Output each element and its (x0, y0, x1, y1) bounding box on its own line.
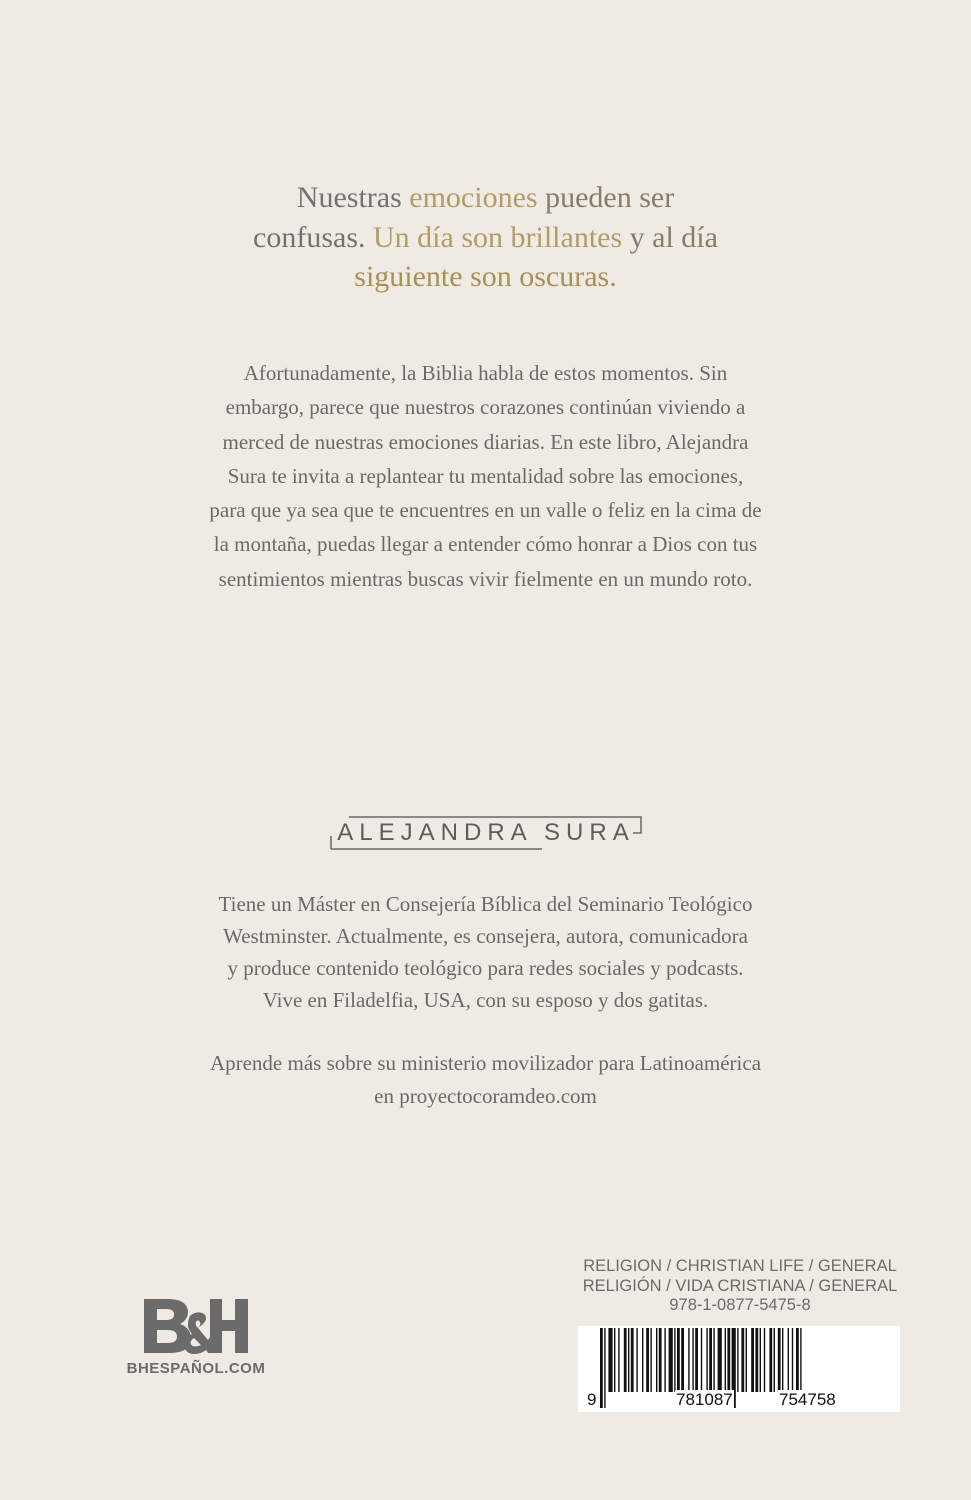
barcode-bar (688, 1328, 689, 1392)
barcode-bar (674, 1328, 675, 1392)
barcode-bar (746, 1328, 747, 1392)
blurb-line: para que ya sea que te encuentres en un valle o feliz en la cima de (209, 498, 762, 523)
barcode-bar (788, 1328, 789, 1392)
blurb-line: sentimientos mientras buscas vivir fielmente en un mundo roto. (218, 566, 753, 591)
tagline-segment: y al día (629, 220, 718, 254)
barcode-bar (782, 1328, 783, 1392)
isbn-barcode (578, 1326, 900, 1412)
author-name-heading (330, 815, 642, 851)
learn_more-line: Aprende más sobre su ministerio movilizador para Latinoamérica (209, 1051, 762, 1075)
tagline-line (0, 178, 971, 218)
barcode-bar (713, 1328, 714, 1392)
book-description (120, 356, 851, 596)
barcode-bar (624, 1328, 627, 1392)
barcode-bar (695, 1328, 698, 1392)
barcode-bar (664, 1328, 665, 1392)
tagline-line (0, 218, 971, 258)
barcode-right-group: 754758 (779, 1390, 836, 1409)
tagline-segment: Nuestras (296, 181, 410, 214)
barcode-bar (604, 1328, 605, 1408)
bio-line: Westminster. Actualmente, es consejera, autora, comunicadora (223, 924, 748, 948)
bio-line: Vive en Filadelfia, USA, con su esposo y dos gatitas. (262, 988, 709, 1012)
barcode-bar (628, 1328, 629, 1392)
barcode-bar (751, 1328, 754, 1392)
barcode-bar (796, 1328, 799, 1392)
barcode-bar (737, 1328, 738, 1392)
barcode-bar (792, 1328, 793, 1392)
barcode-bar (600, 1328, 603, 1408)
barcode-bar (701, 1328, 702, 1392)
barcode-bar (760, 1328, 761, 1392)
category-english: RELIGION / CHRISTIAN LIFE / GENERAL (583, 1257, 897, 1275)
barcode-bar (669, 1328, 673, 1392)
barcode-bar (774, 1328, 775, 1392)
barcode-bar (769, 1328, 772, 1392)
barcode-bar (636, 1328, 637, 1392)
book-metadata (560, 1257, 920, 1316)
barcode-bar (755, 1328, 758, 1392)
barcode-bar (706, 1328, 707, 1392)
barcode-bar (725, 1328, 726, 1392)
blurb-line: Sura te invita a replantear tu mentalidad sobre las emociones, (227, 463, 744, 488)
blurb-line: la montaña, puedas llegar a entender cómo honrar a Dios con tus (213, 532, 758, 557)
publisher-logo (118, 1296, 274, 1381)
category-spanish: RELIGIÓN / VIDA CRISTIANA / GENERAL (582, 1276, 898, 1295)
bio-line: Tiene un Máster en Consejería Bíblica del Seminario Teológico (218, 892, 753, 916)
barcode-bar (650, 1328, 651, 1392)
tagline-segment: siguiente son oscuras. (354, 260, 617, 293)
barcode-bar (800, 1328, 801, 1392)
barcode-bar (631, 1328, 634, 1392)
isbn: 978-1-0877-5475-8 (669, 1296, 811, 1314)
tagline-segment: pueden ser (545, 181, 675, 214)
barcode-bar (764, 1328, 765, 1392)
barcode-bar (677, 1328, 680, 1392)
author-name: ALEJANDRA SURA (337, 819, 635, 846)
learn-more-text (120, 1047, 851, 1113)
publisher-url: BHESPAÑOL.COM (126, 1360, 266, 1377)
barcode-bar (718, 1328, 722, 1392)
bio-line: y produce contenido teológico para redes sociales y podcasts. (227, 956, 744, 980)
barcode-bar (709, 1328, 712, 1392)
blurb-line: merced de nuestras emociones diarias. En este libro, Alejandra (222, 429, 749, 454)
tagline-segment: Un día son brillantes (373, 220, 630, 254)
barcode-bar (692, 1328, 693, 1392)
tagline-segment: confusas. (253, 220, 374, 254)
tagline (0, 178, 971, 297)
barcode-first-digit: 9 (587, 1390, 597, 1409)
bh-logo-icon (144, 1298, 248, 1354)
barcode-left-group: 781087 (676, 1390, 733, 1409)
tagline-line (0, 257, 971, 297)
blurb-line: embargo, parece que nuestros corazones continúan viviendo a (225, 395, 746, 420)
barcode-bar (659, 1328, 662, 1392)
barcode-bar (741, 1328, 744, 1392)
barcode-bars (578, 1326, 900, 1412)
barcode-bar (778, 1328, 781, 1392)
barcode-bar (642, 1328, 643, 1392)
tagline-segment: emociones (409, 181, 546, 214)
author-bio (120, 888, 851, 1016)
blurb-line: Afortunadamente, la Biblia habla de estos momentos. Sin (243, 361, 728, 385)
learn_more-line: en proyectocoramdeo.com (374, 1084, 597, 1108)
barcode-bar (681, 1328, 684, 1392)
barcode-bar (614, 1328, 615, 1392)
barcode-bar (656, 1328, 657, 1392)
barcode-bar (608, 1328, 612, 1392)
barcode-bar (618, 1328, 619, 1392)
barcode-bar (646, 1328, 649, 1392)
